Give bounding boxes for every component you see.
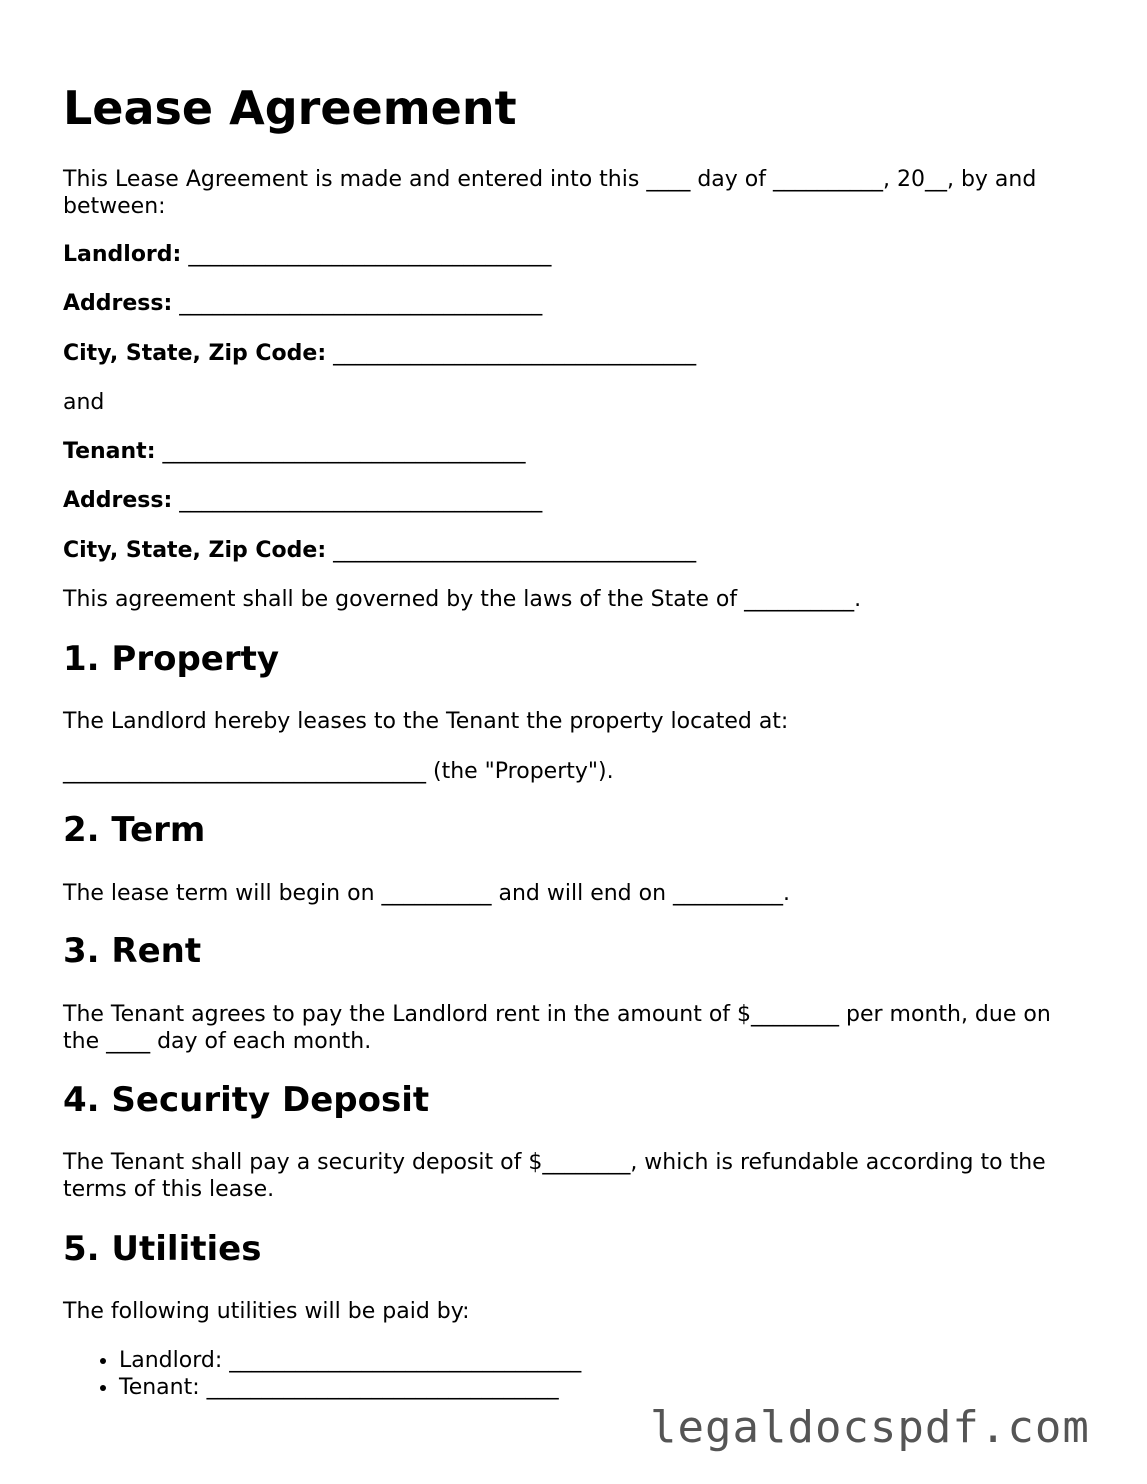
section-property-line: _________________________________ (the "Property"). xyxy=(63,759,614,784)
governing-law-paragraph: This agreement shall be governed by the laws of the State of __________. xyxy=(63,587,862,612)
tenant-city-blank: _________________________________ xyxy=(333,538,697,563)
watermark: legaldocspdf.com xyxy=(650,1402,1090,1453)
section-deposit-text: The Tenant shall pay a security deposit of $________, which is refundable according to the terms of this lease. xyxy=(63,1150,1046,1202)
intro-paragraph: This Lease Agreement is made and entered into this ____ day of __________, 20__, by and between: xyxy=(63,167,1037,219)
section-rent-heading: 3. Rent xyxy=(63,931,202,971)
tenant-address-label: Address: xyxy=(63,488,173,513)
tenant-address-line xyxy=(63,487,542,514)
section-rent-text: The Tenant agrees to pay the Landlord rent in the amount of $________ per month, due on the ____ day of each month. xyxy=(63,1002,1051,1054)
tenant-city-label: City, State, Zip Code: xyxy=(63,538,327,563)
landlord-address-label: Address: xyxy=(63,291,173,316)
and-text: and xyxy=(63,390,105,415)
landlord-city-blank: _________________________________ xyxy=(333,341,697,366)
tenant-city-line xyxy=(63,537,696,564)
section-property-text: The Landlord hereby leases to the Tenant the property located at: xyxy=(63,709,789,734)
section-utilities-heading: 5. Utilities xyxy=(63,1229,262,1269)
landlord-name-blank: _________________________________ xyxy=(188,242,552,267)
tenant-name-line xyxy=(63,438,526,465)
section-deposit-heading: 4. Security Deposit xyxy=(63,1080,430,1120)
section-term-text: The lease term will begin on __________ and will end on __________. xyxy=(63,881,791,906)
landlord-address-line xyxy=(63,290,542,317)
landlord-name-line xyxy=(63,241,551,268)
utilities-tenant-item: • Tenant: ________________________________ xyxy=(119,1374,581,1401)
section-term-heading: 2. Term xyxy=(63,810,206,850)
landlord-address-blank: _________________________________ xyxy=(179,291,543,316)
tenant-address-blank: _________________________________ xyxy=(179,488,543,513)
tenant-name-label: Tenant: xyxy=(63,439,156,464)
tenant-name-blank: _________________________________ xyxy=(162,439,526,464)
utilities-landlord-item: • Landlord: ________________________________ xyxy=(119,1347,581,1374)
section-utilities-text: The following utilities will be paid by: xyxy=(63,1299,470,1324)
landlord-city-line xyxy=(63,340,696,367)
landlord-name-label: Landlord: xyxy=(63,242,182,267)
landlord-city-label: City, State, Zip Code: xyxy=(63,341,327,366)
utilities-list xyxy=(63,1347,581,1401)
document-title: Lease Agreement xyxy=(63,81,517,135)
section-property-heading: 1. Property xyxy=(63,639,280,679)
